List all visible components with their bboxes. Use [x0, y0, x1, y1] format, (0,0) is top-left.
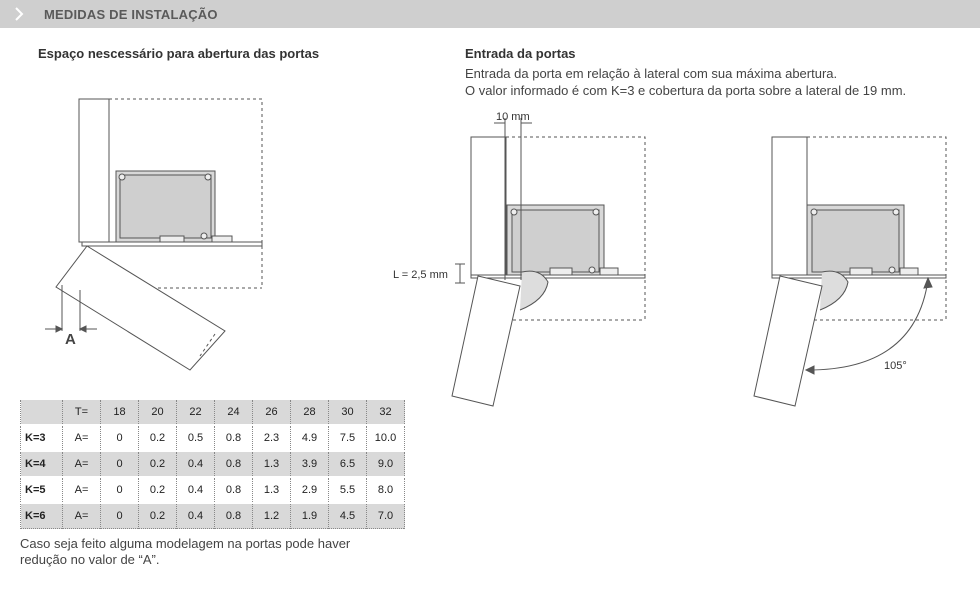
table-cell: 2.3: [253, 425, 291, 451]
side-panel: [471, 137, 506, 275]
table-cell: 7.0: [367, 503, 405, 529]
table-cell: 8.0: [367, 477, 405, 503]
table-header-cell: 26: [253, 399, 291, 425]
table-cell: 5.5: [329, 477, 367, 503]
hinge-clip: [160, 236, 184, 242]
screw: [119, 174, 125, 180]
table-header-cell: 20: [139, 399, 177, 425]
table-header-cell: 24: [215, 399, 253, 425]
table-cell: K=6: [21, 503, 63, 529]
table-header-cell: 28: [291, 399, 329, 425]
table-cell: 9.0: [367, 451, 405, 477]
table-cell: 0.2: [139, 451, 177, 477]
left-diagram: [45, 99, 262, 370]
table-cell: 0.8: [215, 477, 253, 503]
screw: [205, 174, 211, 180]
right-heading: Entrada da portas: [465, 46, 576, 61]
table-cell: K=3: [21, 425, 63, 451]
table-cell: 0: [101, 451, 139, 477]
table-cell: 1.2: [253, 503, 291, 529]
table-cell: 1.3: [253, 451, 291, 477]
dimension-a-label: A: [65, 331, 76, 348]
table-cell: 0: [101, 425, 139, 451]
table-cell: A=: [63, 425, 101, 451]
table-cell: 4.9: [291, 425, 329, 451]
table-header-cell: 18: [101, 399, 139, 425]
desc-line-2: O valor informado é com K=3 e cobertura da porta sobre a lateral de 19 mm.: [465, 83, 907, 98]
table-cell: 0.8: [215, 451, 253, 477]
table-cell: A=: [63, 451, 101, 477]
hinge-arm: [520, 271, 548, 310]
table-cell: 0.2: [139, 503, 177, 529]
table-row: [21, 503, 405, 529]
table-header-cell: [21, 399, 63, 425]
table-cell: 0: [101, 503, 139, 529]
table-cell: 0.4: [177, 451, 215, 477]
table-cell: 0: [101, 477, 139, 503]
open-door: [754, 276, 822, 406]
label-angle: 105°: [884, 360, 907, 372]
side-panel: [79, 99, 109, 242]
table-cell: K=4: [21, 451, 63, 477]
table-cell: 0.8: [215, 425, 253, 451]
table-cell: 6.5: [329, 451, 367, 477]
table-row: [21, 425, 405, 451]
table-header-cell: 32: [367, 399, 405, 425]
table-header-row: [21, 399, 405, 425]
label-10mm: 10 mm: [496, 111, 530, 123]
table-cell: 0.4: [177, 503, 215, 529]
table-header-cell: T=: [63, 399, 101, 425]
table-cell: 4.5: [329, 503, 367, 529]
screw: [201, 233, 207, 239]
table-header-cell: 22: [177, 399, 215, 425]
side-panel: [772, 137, 807, 275]
table-cell: K=5: [21, 477, 63, 503]
table-cell: A=: [63, 477, 101, 503]
open-door: [56, 246, 225, 370]
table-cell: 0.2: [139, 425, 177, 451]
table-cell: 2.9: [291, 477, 329, 503]
table-cell: 1.9: [291, 503, 329, 529]
desc-line-1: Entrada da porta em relação à lateral com sua máxima abertura.: [465, 66, 838, 81]
label-l: L = 2,5 mm: [393, 269, 448, 281]
right-diagram-2: [754, 137, 946, 406]
table-cell: 0.2: [139, 477, 177, 503]
spec-table: [20, 398, 405, 529]
table-row: [21, 477, 405, 503]
table-cell: 0.5: [177, 425, 215, 451]
table-cell: 7.5: [329, 425, 367, 451]
left-heading: Espaço nescessário para abertura das portas: [38, 46, 320, 61]
table-cell: 0.4: [177, 477, 215, 503]
table-cell: 10.0: [367, 425, 405, 451]
table-cell: A=: [63, 503, 101, 529]
note-text: Caso seja feito alguma modelagem na portas pode haver redução no valor de “A”.: [20, 536, 351, 567]
open-door: [452, 276, 520, 406]
section-title: MEDIDAS DE INSTALAÇÃO: [44, 7, 218, 22]
mount-plate: [82, 242, 262, 246]
table-cell: 1.3: [253, 477, 291, 503]
table-header-cell: 30: [329, 399, 367, 425]
right-diagram-1: [452, 118, 645, 406]
table-row: [21, 451, 405, 477]
table-cell: 0.8: [215, 503, 253, 529]
table-cell: 3.9: [291, 451, 329, 477]
